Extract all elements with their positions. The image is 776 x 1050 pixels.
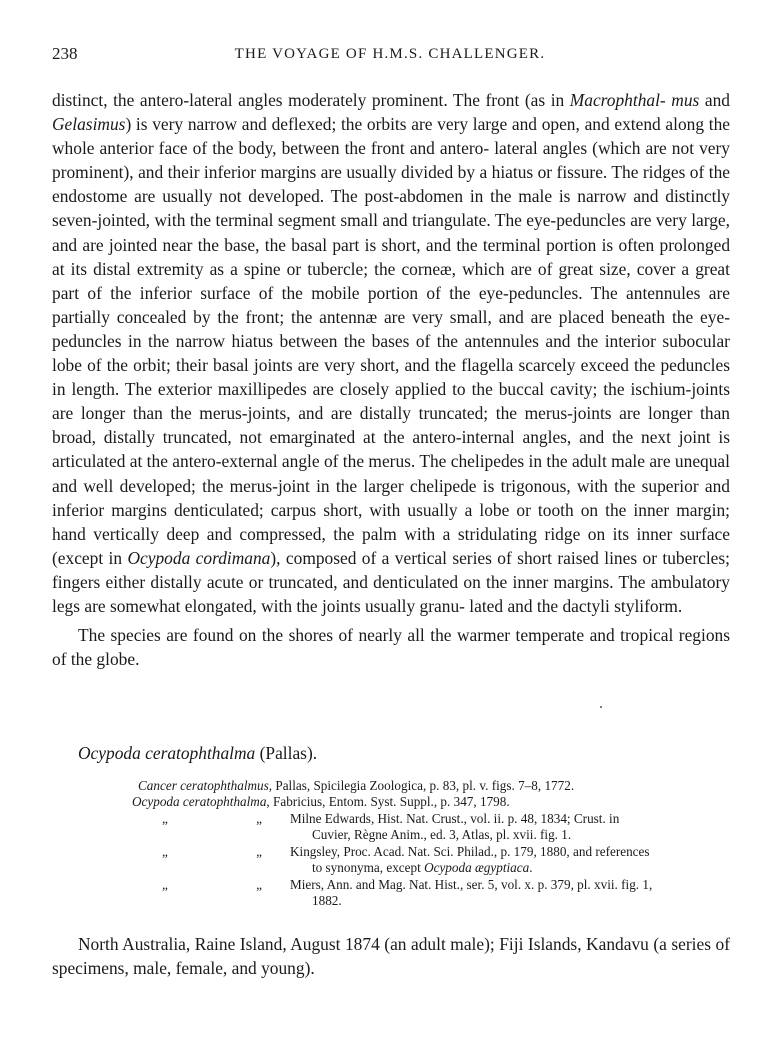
page-header: [52, 44, 728, 70]
synonym-citation: , Fabricius, Entom. Syst. Suppl., p. 347, 1798.: [266, 794, 510, 809]
text-line: are partially concealed by the front; the antennæ are very small, and are placed beneath: [52, 282, 730, 327]
ditto-mark: „: [162, 811, 168, 826]
page-number: 238: [52, 44, 78, 63]
synonym-citation-cont: Cuvier, Règne Anim., ed. 3, Atlas, pl. xvii. fig. 1.: [312, 827, 572, 842]
distribution-line-1: The species are found on the shores of nearly all the warmer temperate and tropical: [78, 625, 674, 646]
text-line: (except in Ocypoda cordimana), composed of a vertical series of short raised lines: [52, 547, 638, 568]
text-line: truncated; the merus-joints are longer than broad, distally truncated, not emarginated at: [52, 403, 730, 448]
text-line: distal extremity as a spine or tubercle; the corneæ, which are of great size, cover a great: [93, 258, 730, 279]
locality-record: [52, 932, 730, 980]
synonym-citation: Miers, Ann. and Mag. Nat. Hist., ser. 5, vol. x. p. 379, pl. xvii. fig. 1,: [290, 877, 653, 892]
synonym-citation-cont: 1882.: [312, 893, 342, 908]
text-line: scarcely exceed the peduncles in length. The exterior maxillipedes are closely applied to: [52, 355, 730, 400]
paragraph-description: [52, 88, 730, 618]
text-line: the antero-internal angles, and the next joint is articulated at the antero-external angle: [52, 427, 730, 472]
ditto-mark: „: [256, 844, 262, 859]
text-line: interior subocular lobe of the orbit; their basal joints are very short, and the flagella: [52, 330, 730, 376]
synonymy-list: [52, 778, 730, 909]
synonym-entry: [52, 794, 730, 810]
synonym-citation: Milne Edwards, Hist. Nat. Crust., vol. ii. p. 48, 1834; Crust. in: [290, 811, 620, 826]
synonym-name: Cancer ceratophthalmus: [138, 778, 269, 793]
locality-line-1: North Australia, Raine Island, August 1874 (an adult male); Fiji Islands, Kandavu: [78, 934, 649, 954]
species-authority: (Pallas).: [255, 743, 318, 763]
text-line: and extend along the whole anterior face of the body, between the front and antero-: [52, 114, 731, 159]
print-speck: [600, 706, 602, 708]
running-head: THE VOYAGE OF H.M.S. CHALLENGER.: [234, 46, 546, 62]
text-line: the eye-peduncles in the narrow hiatus between the bases of the antennules and the: [52, 306, 730, 351]
paragraph-distribution: [52, 623, 730, 671]
text-line: merus-joint in the larger chelipede is trigonous, with the superior and inferior margins: [52, 475, 730, 520]
synonym-citation: Kingsley, Proc. Acad. Nat. Sci. Philad., p. 179, 1880, and references: [290, 844, 650, 859]
synonym-citation: , Pallas, Spicilegia Zoologica, p. 83, pl. v. figs. 7–8, 1772.: [268, 778, 575, 793]
synonym-name: Ocypoda ceratophthalma: [132, 794, 267, 809]
text-line: lated and the dactyli styliform.: [469, 595, 683, 616]
ditto-mark: „: [162, 877, 168, 892]
text-line: of the merus. The chelipedes in the adult male are unequal and well developed; the: [52, 451, 730, 496]
text-line: margins. The ambulatory legs are somewhat elongated, with the joints usually granu-: [52, 571, 730, 616]
text-line: segment small and triangulate. The eye-peduncles are very large, and are jointed near: [52, 210, 730, 255]
distribution-line-2: regions of the globe.: [52, 625, 730, 670]
text-line: denticulated; carpus short, with usually a lobe or tooth on the inner margin; hand: [52, 499, 730, 544]
ditto-mark: „: [256, 811, 262, 826]
text-line: vertically deep and compressed, the palm with a stridulating ridge on its inner surface: [93, 523, 730, 544]
synonym-citation-cont: to synonyma, except Ocypoda ægyptiaca.: [312, 860, 533, 875]
species-heading: [78, 743, 317, 764]
text-line: or tubercles; fingers either distally acute or truncated, and denticulated on the inner: [52, 547, 730, 592]
text-line: the buccal cavity; the ischium-joints are longer than the merus-joints, and are distally: [52, 379, 730, 424]
ditto-mark: „: [162, 844, 168, 859]
locality-line-2: (a series of specimens, male, female, and young).: [52, 934, 731, 978]
text-line: distinct, the antero-lateral angles moderately prominent. The front (as in Macrophthal-: [52, 90, 666, 110]
text-line: the base, the basal part is short, and the terminal portion is often prolonged at its: [52, 234, 731, 279]
species-name: Ocypoda ceratophthalma: [78, 743, 256, 763]
synonym-entry: [52, 778, 730, 794]
text-line: divided by a hiatus or fissure. The ridges of the endostome are usually not developed.: [52, 162, 730, 207]
text-line: The post-abdomen in the male is narrow and distinctly seven-jointed, with the terminal: [52, 186, 730, 231]
synonym-entry: [52, 844, 730, 876]
text-line: mus and Gelasimus) is very narrow and deflexed; the orbits are very large and open,: [52, 90, 730, 135]
text-line: lateral angles (which are not very prominent), and their inferior margins are usually: [52, 138, 730, 183]
ditto-mark: „: [256, 877, 262, 892]
synonym-entry: [52, 877, 730, 909]
text-line: part of the inferior surface of the mobile portion of the eye-peduncles. The antennules: [52, 282, 701, 303]
synonym-entry: [52, 811, 730, 843]
genus-description: [52, 88, 730, 671]
